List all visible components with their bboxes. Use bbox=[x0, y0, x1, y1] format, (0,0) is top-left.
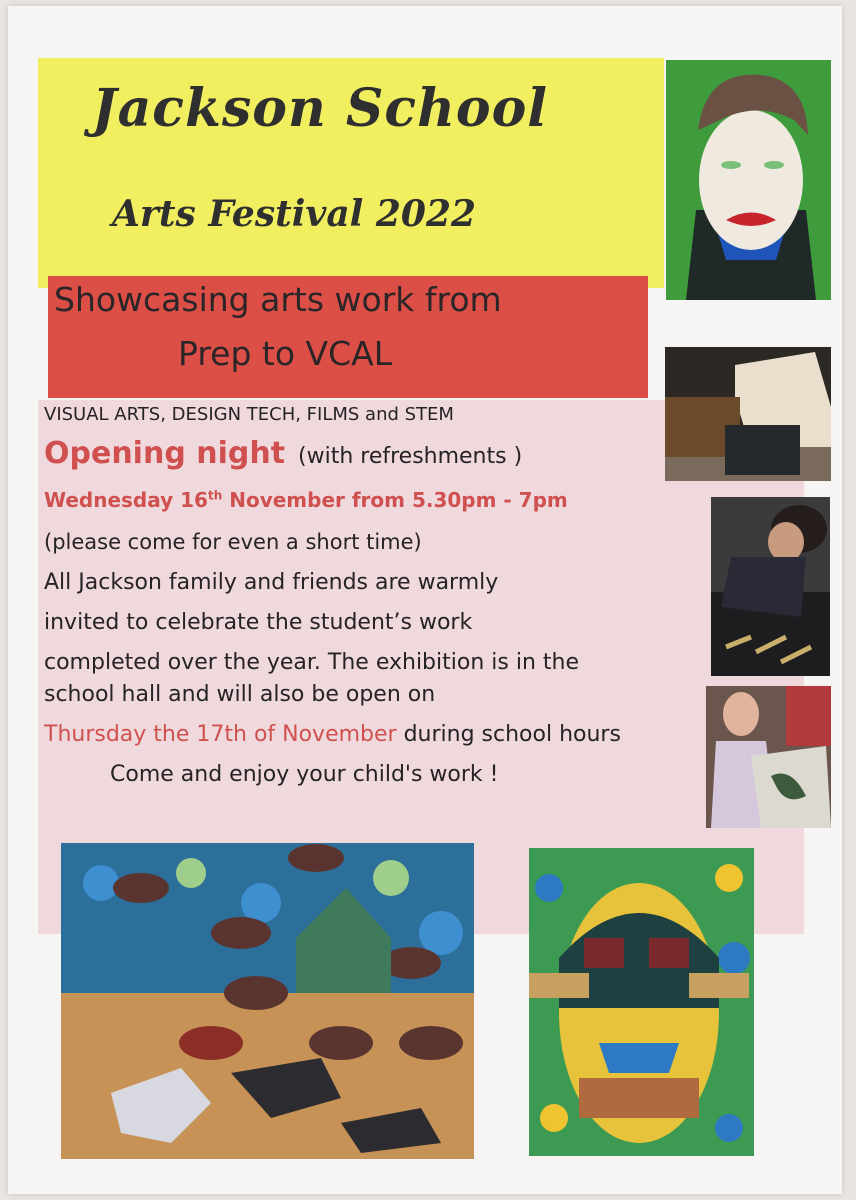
opening-date-suffix: th bbox=[207, 488, 223, 503]
thursday-highlight: Thursday the 17th of November bbox=[44, 722, 397, 747]
woodwork-photo bbox=[665, 347, 831, 481]
student-working-photo bbox=[711, 497, 830, 676]
enjoy-line: Come and enjoy your child's work ! bbox=[110, 762, 499, 787]
child-with-painting-photo bbox=[706, 686, 831, 828]
poster-title: Jackson School bbox=[92, 78, 548, 139]
opening-night-heading: Opening night bbox=[44, 436, 286, 471]
mask-artwork bbox=[529, 848, 754, 1156]
opening-date bbox=[44, 488, 568, 512]
paragraph-line-1: All Jackson family and friends are warmly bbox=[44, 570, 499, 595]
please-note: (please come for even a short time) bbox=[44, 530, 422, 554]
thursday-rest: during school hours bbox=[396, 722, 621, 747]
opening-date-day: Wednesday 16 bbox=[44, 488, 208, 512]
poster-subtitle: Arts Festival 2022 bbox=[112, 193, 477, 235]
categories-line: VISUAL ARTS, DESIGN TECH, FILMS and STEM bbox=[44, 404, 454, 425]
paragraph-line-4: school hall and will also be open on bbox=[44, 682, 436, 707]
landscape-artwork bbox=[61, 843, 474, 1159]
paragraph-line-3: completed over the year. The exhibition is in the bbox=[44, 650, 579, 675]
paragraph-line-2: invited to celebrate the student’s work bbox=[44, 610, 473, 635]
showcase-line-2: Prep to VCAL bbox=[178, 334, 393, 373]
portrait-painting bbox=[666, 60, 831, 300]
showcase-line-1: Showcasing arts work from bbox=[54, 280, 502, 319]
opening-date-rest: November from 5.30pm - 7pm bbox=[222, 488, 568, 512]
refreshments-note: (with refreshments ) bbox=[298, 444, 523, 469]
thursday-line bbox=[44, 722, 621, 747]
